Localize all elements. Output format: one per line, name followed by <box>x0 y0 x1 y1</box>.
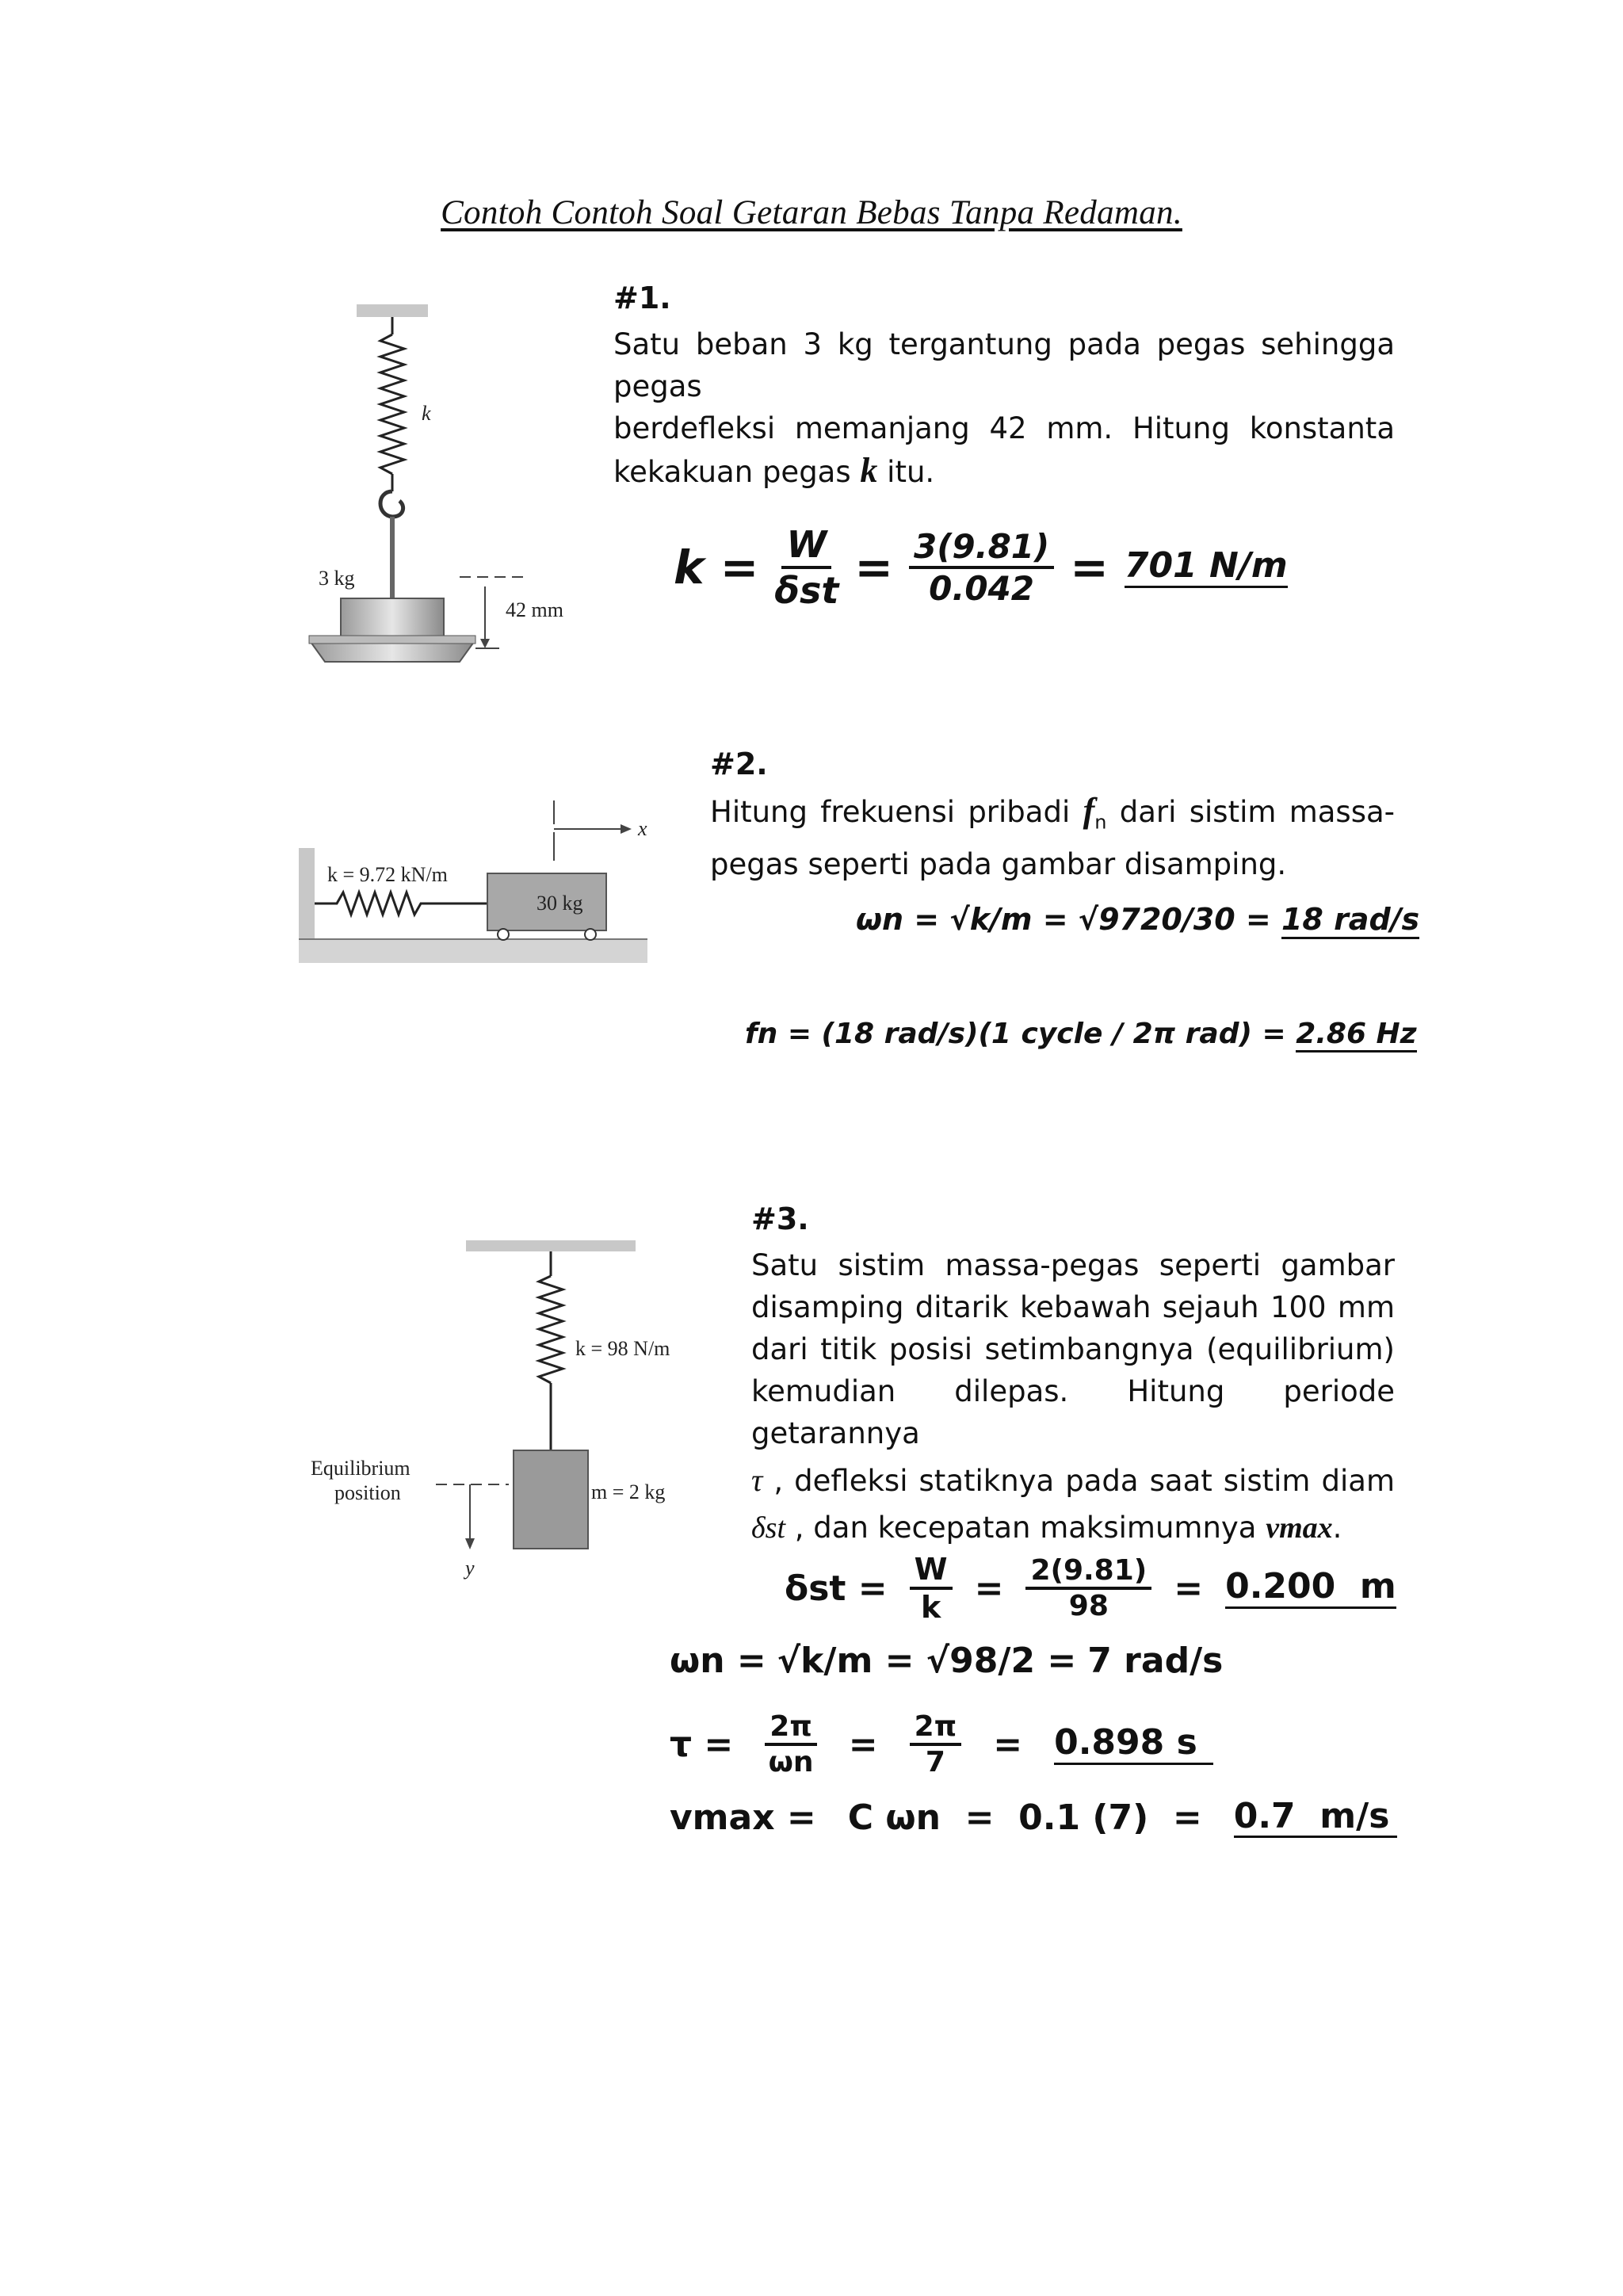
figure-vertical-mass <box>301 1232 713 1597</box>
problem-text: Hitung frekuensi pribadi $f_n$ dari sistim massa- pegas seperti pada gambar disamping. <box>710 789 1395 885</box>
solution-3-omega: ωn = √k/m = √98/2 = 7 rad/s <box>670 1641 1224 1681</box>
fraction: $\frac{W}{k}$ <box>910 1552 953 1625</box>
fraction: $\frac{2\pi}{7}$ <box>910 1710 962 1778</box>
equation-lhs: vmax = <box>670 1797 816 1839</box>
spring <box>380 334 404 474</box>
mass-block <box>514 1450 588 1549</box>
text-line: itu. <box>887 455 935 489</box>
fraction: $\frac{2\pi}{\omega n}$ <box>765 1710 817 1778</box>
result-delta: 0.200 m <box>1225 1568 1396 1608</box>
symbol-vmax: vmax <box>1266 1511 1333 1545</box>
spring-label: k = 9.72 kN/m <box>327 863 448 886</box>
result-vmax: 0.7 m/s <box>1234 1797 1398 1838</box>
text-line: kemudian dilepas. Hitung periode getarannya <box>751 1374 1395 1450</box>
text-line: disamping ditarik kebawah sejauh 100 mm <box>751 1290 1395 1324</box>
result-k: 701 N/m <box>1125 547 1288 587</box>
solution-3-delta: δst = $\frac{W}{k}$ = $\frac{2(9.81)}{98}$ = 0.200 m <box>785 1552 1396 1625</box>
spring-label: k = 98 N/m <box>575 1337 670 1360</box>
symbol-delta-st: δst <box>751 1511 786 1545</box>
mass-label: 30 kg <box>537 892 583 915</box>
text-line: dari sistim massa- <box>1119 795 1396 829</box>
mass-label: 3 kg <box>319 567 355 590</box>
axis-label-x: x <box>638 817 647 840</box>
result-frequency: 2.86 Hz <box>1296 1018 1416 1052</box>
problem-number: #2. <box>710 747 768 781</box>
solution-3-vmax: vmax = C ωn = 0.1 (7) = 0.7 m/s <box>670 1797 1397 1838</box>
text-line: pegas seperti pada gambar disamping. <box>710 847 1287 882</box>
problem-text: Satu sistim massa-pegas seperti gambar disamping ditarik kebawah sejauh 100 mm dari titik posisi setimbangnya (equilibrium) kemudian dilepas. Hitung periode getarannya τ , defleksi statiknya pada saat sistim diam δst , dan kecepatan maksimumnya vmax. <box>751 1244 1395 1549</box>
result-omega: 7 rad/s <box>1087 1641 1224 1681</box>
spring <box>539 1276 563 1383</box>
text-line: , defleksi statiknya pada saat sistim diam <box>773 1464 1395 1498</box>
text-line: , dan kecepatan maksimumnya <box>794 1511 1257 1545</box>
fraction-values: $\frac{3(9.81)}{0.042}$ <box>909 527 1054 608</box>
text-line: kekakuan pegas <box>613 455 851 489</box>
problem-number: #3. <box>751 1201 809 1236</box>
symbol-fn: f <box>1083 791 1095 830</box>
mass-block <box>341 598 444 636</box>
mass-label: m = 2 kg <box>591 1480 666 1503</box>
equation-lhs: τ = <box>670 1724 734 1765</box>
result-omega: 18 rad/s <box>1281 904 1419 939</box>
result-tau: 0.898 s <box>1054 1724 1213 1764</box>
equilibrium-label: position <box>334 1481 401 1504</box>
problem-text <box>613 323 1395 493</box>
text-line: berdefleksi memanjang 42 mm. Hitung konstanta <box>613 411 1395 445</box>
axis-label-y: y <box>465 1557 475 1580</box>
fraction: $\frac{2(9.81)}{98}$ <box>1025 1554 1151 1622</box>
equation-lhs: k = <box>674 541 759 594</box>
equation-lhs: ωn = <box>670 1641 766 1681</box>
text-line: dari titik posisi setimbangnya (equilibrium) <box>751 1332 1395 1366</box>
symbol-k: k <box>860 451 878 490</box>
fraction-w-delta: $\frac{W}{\text{δst}}$ <box>774 523 839 612</box>
text-line: Satu beban 3 kg tergantung pada pegas sehingga pegas <box>613 327 1395 403</box>
text-line: Satu sistim massa-pegas seperti gambar <box>751 1248 1395 1282</box>
problem-number: #1. <box>613 281 671 315</box>
spring-label: k <box>422 402 431 425</box>
solution-2-frequency: fn = (18 rad/s)(1 cycle / 2π rad) = 2.86 Hz <box>745 1018 1417 1052</box>
equilibrium-label: Equilibrium <box>311 1457 411 1480</box>
solution-1: k = $\frac{W}{\text{δst}}$ = $\frac{3(9.81)}{0.042}$ = 701 N/m <box>674 523 1288 612</box>
ceiling <box>357 304 428 317</box>
page-title: Contoh Contoh Soal Getaran Bebas Tanpa Redaman. <box>441 194 1182 231</box>
figure-horizontal-mass <box>289 785 654 975</box>
equation-lhs: δst = <box>785 1568 888 1609</box>
figure-hanging-mass <box>301 293 634 690</box>
spring <box>315 892 487 915</box>
deflection-label: 42 mm <box>506 598 563 621</box>
text-line: Hitung frekuensi pribadi <box>710 795 1071 829</box>
solution-2-omega: ωn = √k/m = √9720/30 = 18 rad/s <box>856 902 1419 939</box>
symbol-tau: τ <box>751 1462 763 1498</box>
solution-3-tau: τ = $\frac{2\pi}{\omega n}$ = $\frac{2\pi}{7}$ = 0.898 s <box>670 1710 1213 1778</box>
